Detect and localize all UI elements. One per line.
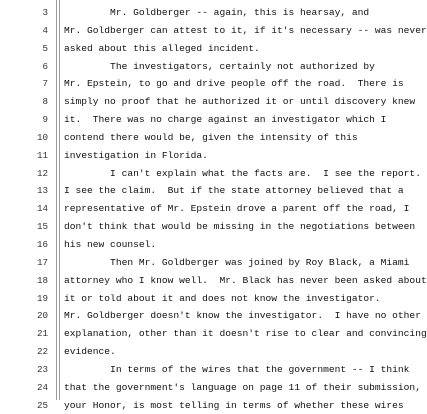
transcript-line bbox=[0, 290, 400, 308]
transcript-line bbox=[0, 254, 410, 272]
transcript-line bbox=[0, 307, 421, 325]
line-text: I can't explain what the facts are. I see the report. bbox=[64, 167, 421, 179]
transcript-line bbox=[0, 58, 400, 76]
transcript-line bbox=[0, 75, 404, 93]
transcript-line bbox=[0, 111, 400, 129]
line-number: 14 bbox=[36, 203, 48, 215]
line-text: your Honor, is most telling in terms of whether these wires bbox=[64, 399, 404, 411]
line-number: 15 bbox=[36, 221, 48, 233]
line-number: 19 bbox=[36, 292, 48, 304]
line-text: attorney who I know well. Mr. Black has never been asked about bbox=[64, 274, 427, 286]
line-text: it. There was no charge against an investigator which I bbox=[64, 114, 387, 126]
transcript-line bbox=[0, 397, 404, 414]
line-text: representative of Mr. Epstein drove a parent off the road, I bbox=[64, 203, 410, 215]
transcript-line bbox=[0, 379, 421, 397]
line-number: 6 bbox=[42, 60, 48, 72]
line-number: 4 bbox=[42, 24, 48, 36]
line-number: 11 bbox=[36, 149, 48, 161]
transcript-line bbox=[0, 200, 410, 218]
line-text: simply no proof that he authorized it or until discovery knew bbox=[64, 96, 416, 108]
line-text: his new counsel. bbox=[64, 238, 157, 250]
line-number: 17 bbox=[36, 256, 48, 268]
line-text: it or told about it and does not know the investigator. bbox=[64, 292, 381, 304]
line-number: 13 bbox=[36, 185, 48, 197]
line-number: 23 bbox=[36, 363, 48, 375]
line-number: 5 bbox=[42, 42, 48, 54]
line-text: evidence. bbox=[64, 346, 116, 358]
line-text: Mr. Goldberger doesn't know the investigator. I have no other bbox=[64, 310, 421, 322]
line-number: 20 bbox=[36, 310, 48, 322]
line-number: 12 bbox=[36, 167, 48, 179]
line-number: 16 bbox=[36, 238, 48, 250]
line-text: Then Mr. Goldberger was joined by Roy Black, a Miami bbox=[64, 256, 410, 268]
transcript-line bbox=[0, 165, 421, 183]
transcript-line bbox=[0, 182, 404, 200]
line-text: explanation, other than it doesn't rise to clear and convincing bbox=[64, 328, 427, 340]
line-text: don't think that would be missing in the negotiations between bbox=[64, 221, 416, 233]
line-number: 22 bbox=[36, 346, 48, 358]
line-number: 3 bbox=[42, 7, 48, 18]
transcript-line bbox=[0, 93, 416, 111]
line-number: 10 bbox=[36, 131, 48, 143]
transcript-line bbox=[0, 22, 427, 40]
line-text: Mr. Goldberger -- again, this is hearsay, and bbox=[64, 7, 370, 18]
transcript-line bbox=[0, 236, 400, 254]
line-number: 21 bbox=[36, 328, 48, 340]
transcript-line bbox=[0, 361, 410, 379]
transcript-line bbox=[0, 343, 400, 361]
line-number: 24 bbox=[36, 381, 48, 393]
transcript-line bbox=[0, 147, 400, 165]
line-number: 8 bbox=[42, 96, 48, 108]
transcript-line bbox=[0, 272, 427, 290]
transcript-line bbox=[0, 325, 427, 343]
transcript-line bbox=[0, 4, 400, 22]
line-text: Mr. Epstein, to go and drive people off the road. There is bbox=[64, 78, 404, 90]
line-text: Mr. Goldberger can attest to it, if it's necessary -- was never bbox=[64, 24, 427, 36]
line-text: asked about this alleged incident. bbox=[64, 42, 260, 54]
line-text: investigation in Florida. bbox=[64, 149, 208, 161]
transcript-lines bbox=[0, 4, 427, 414]
transcript-line bbox=[0, 129, 400, 147]
line-number: 9 bbox=[42, 114, 48, 126]
line-number: 18 bbox=[36, 274, 48, 286]
line-text: that the government's language on page 11 of their submission, bbox=[64, 381, 421, 393]
line-text: contend there would be, given the intensity of this bbox=[64, 131, 358, 143]
line-text: In terms of the wires that the government -- I think bbox=[64, 363, 410, 375]
line-text: The investigators, certainly not authorized by bbox=[64, 60, 375, 72]
transcript-line bbox=[0, 40, 400, 58]
line-number: 7 bbox=[42, 78, 48, 90]
line-text: I see the claim. But if the state attorney believed that a bbox=[64, 185, 404, 197]
line-number: 25 bbox=[36, 399, 48, 411]
transcript-line bbox=[0, 218, 416, 236]
